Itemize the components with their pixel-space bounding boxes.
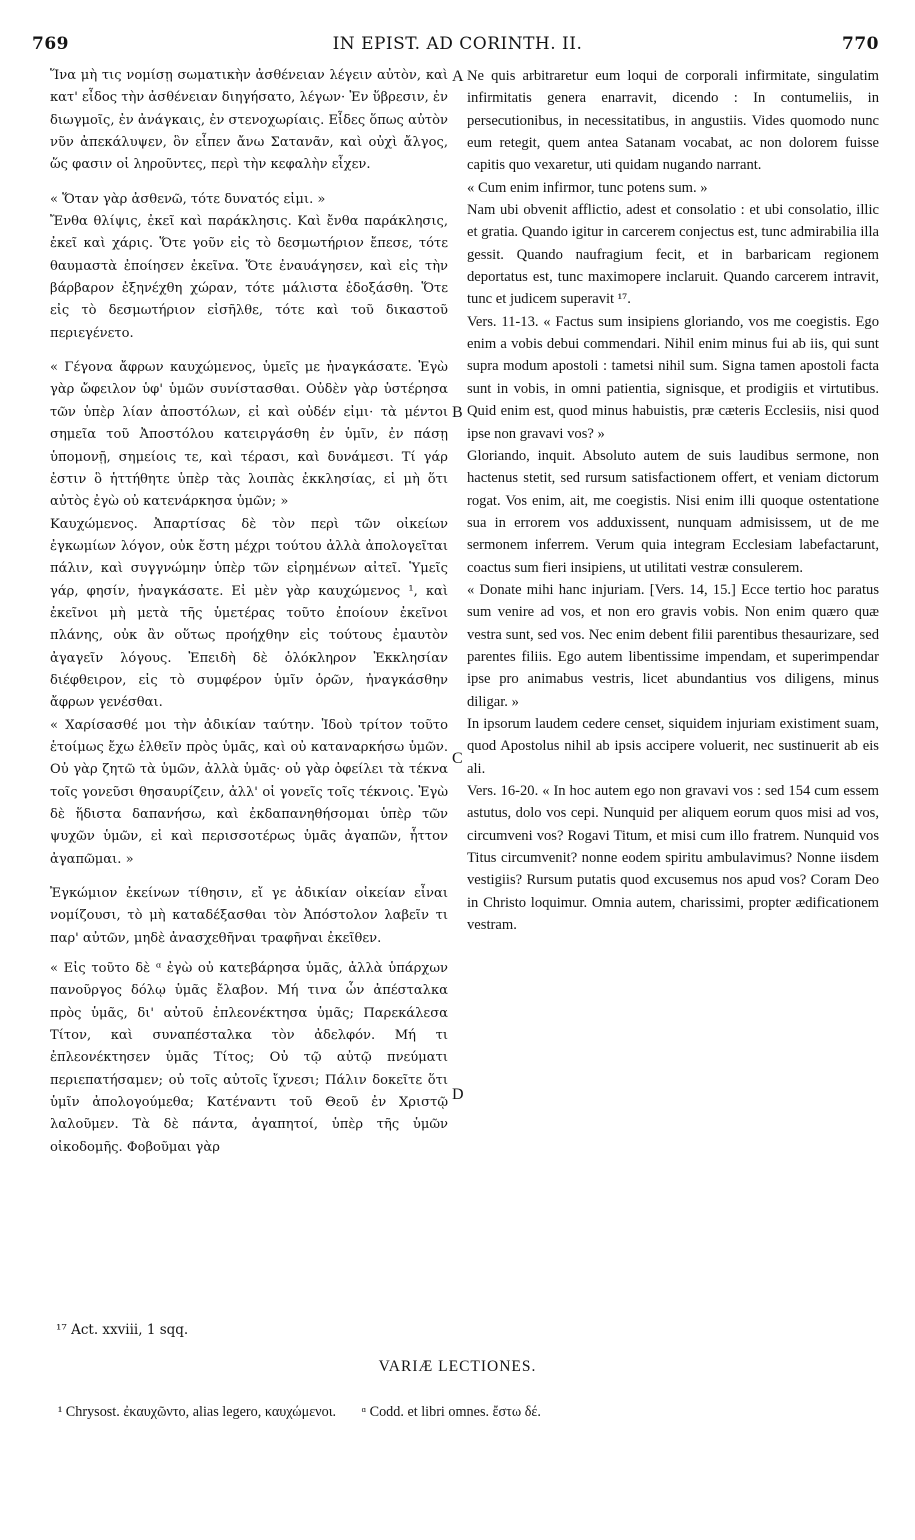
page-number-right: 770 — [842, 34, 879, 54]
latin-paragraph: Nam ubi obvenit afflictio, adest et consolatio : et ubi consolatio, illic et gratia. Quando igitur in carcerem conjectus est, tunc admirabilia illa gessit. Quando naufragium fecit, et in barbaricam regionem deportatus est, tunc maximopere inclaruit. Quando carcerem intravit, tunc et judicem superavit ¹⁷. — [467, 202, 879, 308]
latin-paragraph: « Donate mihi hanc injuriam. [Vers. 14, 15.] Ecce tertio hoc paratus sum venire ad vos, et non ero gravis vobis. Non enim quæro quæ vestra sunt, sed vos. Nec enim debent filii parentibus thesaurizare, sed parentes filiis. Ego autem libentissime impendam, et superimpendar ipse pro animabus vestris, licet abundantius vos diligens, minus diligar. » — [467, 581, 879, 710]
greek-paragraph: Ἵνα μὴ τις νομίσῃ σωματικὴν ἀσθένειαν λέγειν αὐτὸν, καὶ κατ' εἶδος τὴν ἀσθένειαν διηγήσατο, λέγων· Ἐν ὕβρεσιν, ἐν διωγμοῖς, ἐν ἀνάγκαις, ἐν στενοχωρίαις. Εἶδες ὅπως αὐτὸν νῦν ἀπεκάλυψεν, ὃν εἶπεν ἄνω Σατανᾶν, καὶ οὐχὶ ἄλγος, ὥς φασιν οἱ ληροῦντες, περὶ τὴν κεφαλὴν εἶχεν. — [50, 68, 448, 173]
greek-column — [50, 65, 448, 1159]
variae-lectiones-title: VARIÆ LECTIONES. — [378, 1358, 537, 1375]
section-marker-d: D — [452, 1086, 464, 1103]
section-marker-a: A — [452, 68, 464, 85]
section-marker-c: C — [452, 750, 463, 767]
footnote: ¹⁷ Act. xxviii, 1 sqq. — [56, 1322, 189, 1338]
variant-note: ᵅ Codd. et libri omnes. ἔστω δέ. — [361, 1404, 541, 1420]
page-header — [0, 32, 915, 62]
greek-paragraph: « Εἰς τοῦτο δὲ ᵅ ἐγὼ οὐ κατεβάρησα ὑμᾶς, ἀλλὰ ὑπάρχων πανοῦργος δόλῳ ὑμᾶς ἔλαβον. Μή τινα ὧν ἀπέσταλκα πρὸς ὑμᾶς, δι' αὐτοῦ ἐπλεονέκτησα ὑμᾶς; Παρεκάλεσα Τίτον, καὶ συναπέσταλκα τὸν ἀδελφόν. Μή τι ἐπλεονέκτησεν ὑμᾶς Τίτος; Οὐ τῷ αὐτῷ πνεύματι περιεπατήσαμεν; οὐ τοῖς αὐτοῖς ἴχνεσι; Πάλιν δοκεῖτε ὅτι ὑμῖν ἀπολογούμεθα; Κατέναντι τοῦ Θεοῦ ἐν Χριστῷ λαλοῦμεν. Τὰ δὲ πάντα, ἀγαπητοί, ὑπὲρ τῆς ὑμῶν οἰκοδομῆς. Φοβοῦμαι γὰρ — [50, 961, 448, 1155]
running-title: IN EPIST. AD CORINTH. II. — [332, 34, 583, 54]
section-marker-b: B — [452, 404, 463, 421]
variae-lectiones-notes — [58, 1404, 898, 1421]
greek-paragraph: Ἔνθα θλίψις, ἐκεῖ καὶ παράκλησις. Καὶ ἔνθα παράκλησις, ἐκεῖ καὶ χάρις. Ὅτε γοῦν εἰς τὸ δεσμωτήριον ἔπεσε, τότε θαυμαστὰ ἐποίησεν ἐκεῖνα. Ὅτε ἐναυάγησεν, καὶ εἰς τὴν βάρβαρον ἐξηνέχθη χώραν, τότε μάλιστα ἐδοξάσθη. Ὅτε εἰς τὸ δεσμωτήριον εἰσῆλθε, τότε καὶ τοῦ δικαστοῦ περιεγένετο. — [50, 214, 448, 341]
latin-column — [467, 65, 879, 936]
greek-paragraph: « Γέγονα ἄφρων καυχώμενος, ὑμεῖς με ἠναγκάσατε. Ἐγὼ γὰρ ὤφειλον ὑφ' ὑμῶν συνίστασθαι. Οὐδὲν γὰρ ὑστέρησα τῶν ὑπὲρ λίαν ἀποστόλων, εἰ καὶ οὐδέν εἰμι· τὰ μέντοι σημεῖα τοῦ Ἀποστόλου κατειργάσθη ἐν ὑμῖν, ἐν πάσῃ ὑπομονῇ, σημείοις τε, καὶ τέρασι, καὶ δυνάμεσι. Τί γάρ ἐστιν ὃ ἡττήθητε ὑπὲρ τὰς λοιπὰς ἐκκλησίας, εἰ μὴ ὅτι αὐτὸς ἐγὼ οὐ κατενάρκησα ὑμῶν; » — [50, 360, 448, 510]
greek-paragraph: Ἐγκώμιον ἐκείνων τίθησιν, εἴ γε ἀδικίαν οἰκείαν εἶναι νομίζουσι, τὸ μὴ καταδέξασθαι τὸν Ἀπόστολον λαβεῖν τι παρ' αὐτῶν, μηδὲ ἀνασχεθῆναι τραφῆναι ἐκεῖθεν. — [50, 886, 448, 946]
variant-note: ¹ Chrysost. ἐκαυχῶντο, alias legero, καυχώμενοι. — [58, 1404, 337, 1420]
greek-paragraph: Καυχώμενος. Ἀπαρτίσας δὲ τὸν περὶ τῶν οἰκείων ἐγκωμίων λόγον, οὐκ ἔστη μέχρι τούτου ἀλλὰ ἀπολογεῖται πάλιν, καὶ συγγνώμην ὑπὲρ τῶν εἰρημένων αἰτεῖ. Ὑμεῖς γάρ, φησίν, ἠναγκάσατε. Εἰ μὲν γὰρ καυχώμενος ¹, καὶ ἐκεῖνοι μὴ μετὰ τῆς ὑμετέρας τοῦτο ἐποίουν ἐκεῖνοι πλάνης, οὐκ ἂν οὕτως προήχθην εἰς τούτους ἐμαυτὸν ἀγαγεῖν λόγους. Ἐπειδὴ δὲ ὁλόκληρον Ἐκκλησίαν διέφθειρον, εἰς τὸ συμφέρον ὑμῖν ὁρῶν, ἠναγκάσθην ἄφρων γενέσθαι. — [50, 516, 448, 711]
latin-paragraph: « Cum enim infirmor, tunc potens sum. » — [467, 179, 708, 196]
latin-paragraph: Vers. 16-20. « In hoc autem ego non gravavi vos : sed 154 cum essem astutus, dolo vos cepi. Nunquid per aliquem eorum quos misi ad vos, circumveni vos? Rogavi Titum, et misi cum illo fratrem. Nunquid vos Titus circumvenit? nonne eodem spiritu ambulavimus? Nonne iisdem vestigiis? Rursum putatis quod excusemus nos apud vos? Coram Deo in Christo loquimur. Omnia autem, charissimi, propter ædificationem vestram. — [467, 783, 879, 934]
latin-paragraph: Vers. 11-13. « Factus sum insipiens gloriando, vos me coegistis. Ego enim a vobis debui commendari. Nihil enim minus fui ab iis, qui sunt supra modum apostoli : tametsi nihil sum. Signa tamen apostoli facta sunt in vobis, in omni patientia, signisque, et prodigiis et virtutibus. Quid enim est, quod minus habuistis, præ cæteris Ecclesiis, nisi quod ipse non gravavi vos? » — [467, 313, 879, 442]
greek-paragraph: « Ὅταν γὰρ ἀσθενῶ, τότε δυνατός εἰμι. » — [50, 191, 326, 207]
greek-paragraph: « Χαρίσασθέ μοι τὴν ἀδικίαν ταύτην. Ἰδοὺ τρίτον τοῦτο ἑτοίμως ἔχω ἐλθεῖν πρὸς ὑμᾶς, καὶ οὐ καταναρκήσω ὑμῶν. Οὐ γὰρ ζητῶ τὰ ὑμῶν, ἀλλὰ ὑμᾶς· οὐ γὰρ ὀφείλει τὰ τέκνα τοῖς γονεῦσι θησαυρίζειν, ἀλλ' οἱ γονεῖς τοῖς τέκνοις. Ἐγὼ δὲ ἥδιστα δαπανήσω, καὶ ἐκδαπανηθήσομαι ὑπὲρ τῶν ψυχῶν ὑμῶν, εἰ καὶ περισσοτέρως ὑμᾶς ἀγαπῶν, ἧττον ἀγαπῶμαι. » — [50, 717, 448, 867]
page-number-left: 769 — [32, 34, 69, 54]
latin-paragraph: Ne quis arbitraretur eum loqui de corporali infirmitate, singulatim infirmitatis genera enarravit, dicendo : In contumeliis, in persecutionibus, in necessitatibus, in angustiis. Vides quomodo nunc eum retegit, quem antea Satanam vocabat, ac non dolorem fuisse capitis quo vexaretur, uti quidam nugando narrant. — [467, 68, 879, 174]
latin-paragraph: In ipsorum laudem cedere censet, siquidem injuriam existiment suam, quod Apostolus nihil ab ipsis accipere voluerit, nec sustinuerit ab eis ali. — [467, 715, 879, 777]
latin-paragraph: Gloriando, inquit. Absoluto autem de suis laudibus sermone, non hactenus stetit, sed rursum satisfactionem offert, et veniam dictorum rogat. Vos enim, ait, me coegistis. Nisi enim illi quoque ostentatione sua in errorem vos adduxissent, nunquam admisissem, ut de me sermonem inferrem. Verum quia integram Ecclesiam labefactarunt, coactus sum fieri insipiens, ut utilitati vestræ consulerem. — [467, 447, 879, 576]
